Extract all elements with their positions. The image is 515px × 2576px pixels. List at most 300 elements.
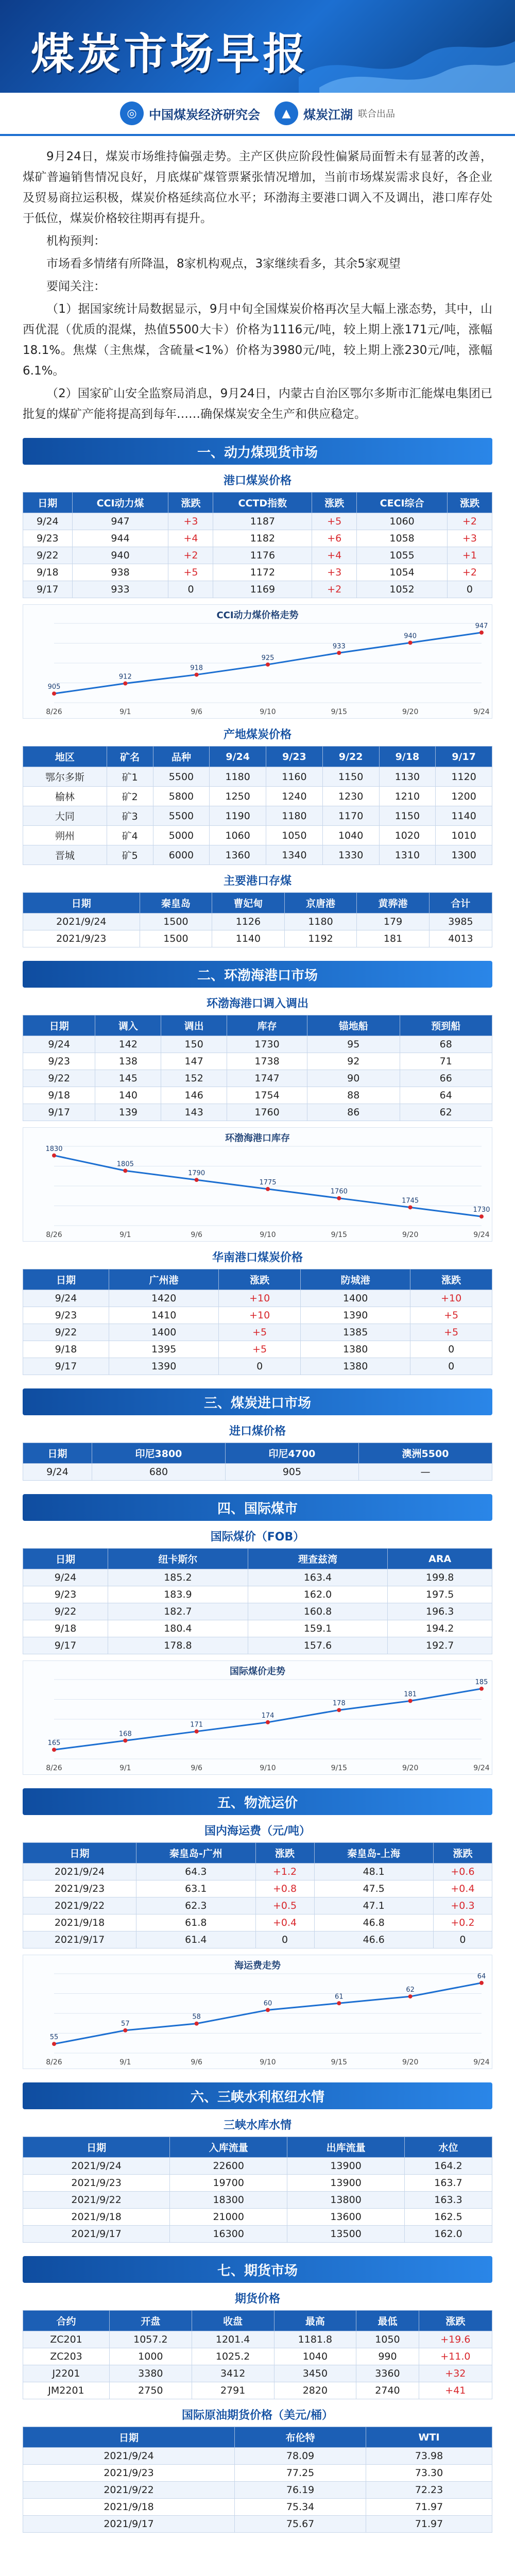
table-header: 秦皇岛-广州: [136, 1843, 255, 1863]
table-cell: +1.2: [255, 1863, 314, 1880]
table-cell: 1410: [109, 1307, 218, 1324]
table-cell: 1040: [322, 826, 379, 845]
table-cell: 680: [92, 1464, 225, 1481]
x-tick-label: 9/1: [119, 1764, 131, 1772]
table-header: 调入: [95, 1015, 161, 1036]
x-tick-label: 9/10: [260, 1764, 276, 1772]
table-cell: 3985: [429, 913, 492, 930]
data-point: [123, 1738, 127, 1742]
table-cell: 1180: [266, 806, 323, 826]
table-cell: +5: [410, 1307, 492, 1324]
table-cell: 2021/9/17: [23, 2226, 170, 2243]
table-cell: 71: [400, 1053, 492, 1070]
section-sanxia: [23, 2082, 492, 2243]
table-cell: 938: [72, 564, 168, 581]
plant-stock-table: [23, 892, 492, 947]
table-cell: 9/23: [23, 1586, 108, 1603]
table-cell: 71.97: [366, 2499, 492, 2516]
futures-table: [23, 2310, 492, 2399]
chart-svg: [23, 1661, 492, 1774]
chart-svg: [23, 1128, 492, 1241]
table-cell: 5500: [153, 767, 210, 787]
table-cell: 9/22: [23, 1603, 108, 1620]
table-cell: 164.2: [405, 2158, 492, 2175]
intro-paragraph: 市场看多情绪有所降温，8家机构观点，3家继续看多，其余5家观望: [46, 257, 401, 270]
table-title: 三峡水库水情: [223, 2119, 291, 2132]
table-cell: +4: [312, 547, 357, 564]
data-label: 947: [475, 622, 488, 630]
section-freight: [23, 1788, 492, 2069]
table-cell: 1126: [212, 913, 285, 930]
x-tick-label: 9/24: [473, 1231, 490, 1239]
table-cell: 3412: [192, 2365, 274, 2382]
table-cell: 5000: [153, 826, 210, 845]
table-cell: 1250: [210, 787, 266, 806]
table-cell: 0: [255, 1931, 314, 1948]
table-cell: 140: [95, 1087, 161, 1104]
table-cell: 2021/9/23: [23, 2465, 235, 2482]
table-cell: 160.8: [248, 1603, 388, 1620]
table-header: 合计: [429, 893, 492, 913]
table-cell: 142: [95, 1036, 161, 1053]
table-cell: +5: [219, 1324, 301, 1341]
data-point: [337, 2001, 341, 2005]
table-row: [23, 1569, 492, 1586]
data-label: 57: [121, 2020, 130, 2028]
table-cell: 163.3: [405, 2192, 492, 2209]
table-header: 品种: [153, 747, 210, 767]
data-point: [266, 663, 270, 667]
table-cell: 162.0: [405, 2226, 492, 2243]
table-cell: 21000: [170, 2209, 287, 2226]
section-import: [23, 1388, 492, 1481]
x-tick-label: 9/20: [402, 2058, 419, 2066]
table-cell: 64: [400, 1087, 492, 1104]
table-cell: 晋城: [23, 845, 107, 865]
table-cell: 1180: [284, 913, 357, 930]
x-tick-label: 8/26: [46, 708, 62, 716]
table-row: [23, 913, 492, 930]
table-cell: 1380: [300, 1341, 410, 1358]
sanxia-table: [23, 2137, 492, 2243]
table-cell: 163.4: [248, 1569, 388, 1586]
x-tick-label: 8/26: [46, 1231, 62, 1239]
table-cell: 1360: [210, 845, 266, 865]
table-row: [23, 1931, 492, 1948]
data-point: [479, 1981, 484, 1985]
table-header: 曹妃甸: [212, 893, 285, 913]
table-cell: 矿4: [107, 826, 153, 845]
table-row: [23, 1620, 492, 1637]
org-ccera: [120, 101, 260, 125]
table-cell: 139: [95, 1104, 161, 1121]
table-header: 日期: [23, 2137, 170, 2158]
table-cell: 1169: [213, 581, 312, 598]
table-cell: 2021/9/24: [23, 2448, 235, 2465]
table-row: [23, 1070, 492, 1087]
table-cell: 1176: [213, 547, 312, 564]
chart-svg: [23, 605, 492, 718]
table-cell: +2: [312, 581, 357, 598]
x-tick-label: 9/24: [473, 1764, 490, 1772]
table-cell: 940: [72, 547, 168, 564]
org-sub: 联合出品: [358, 109, 395, 120]
table-cell: 76.19: [235, 2482, 366, 2499]
table-cell: 1400: [300, 1290, 410, 1307]
port-price-table: [23, 492, 492, 598]
data-label: 178: [332, 1700, 346, 1708]
table-cell: 1192: [284, 930, 357, 947]
table-header: 广州港: [109, 1269, 218, 1290]
table-cell: +5: [410, 1324, 492, 1341]
table-cell: 1025.2: [192, 2348, 274, 2365]
data-point: [479, 1214, 484, 1218]
table-cell: 1230: [322, 787, 379, 806]
table-cell: +10: [219, 1307, 301, 1324]
table-header: 预到船: [400, 1015, 492, 1036]
table-cell: 6000: [153, 845, 210, 865]
table-cell: 22600: [170, 2158, 287, 2175]
table-header: 开盘: [109, 2311, 192, 2331]
table-cell: 1060: [357, 513, 448, 530]
table-cell: 2021/9/18: [23, 1914, 136, 1931]
ccera-logo-icon: ◎: [120, 101, 144, 125]
data-point: [195, 1178, 199, 1182]
x-tick-label: 9/10: [260, 1231, 276, 1239]
table-header: 日期: [23, 1015, 95, 1036]
table-header: 9/24: [210, 747, 266, 767]
freight-table: [23, 1842, 492, 1948]
table-title: 主要港口存煤: [223, 875, 291, 888]
data-point: [123, 681, 127, 685]
origin-price-table: [23, 746, 492, 865]
table-row: [23, 1914, 492, 1931]
data-point: [337, 1196, 341, 1200]
table-cell: 2021/9/24: [23, 913, 140, 930]
table-cell: +2: [447, 513, 492, 530]
data-point: [266, 1720, 270, 1724]
table-header: 理查兹湾: [248, 1549, 388, 1569]
table-header: CCTD指数: [213, 493, 312, 513]
table-header: 防城港: [300, 1269, 410, 1290]
data-label: 940: [404, 632, 417, 640]
table-cell: 1040: [274, 2348, 356, 2365]
data-label: 912: [118, 673, 132, 681]
table-cell: 66: [400, 1070, 492, 1087]
table-cell: +0.2: [433, 1914, 492, 1931]
table-cell: +10: [219, 1290, 301, 1307]
table-cell: 2820: [274, 2382, 356, 2399]
data-label: 165: [47, 1739, 61, 1748]
table-cell: 0: [410, 1358, 492, 1375]
table-cell: 1390: [300, 1307, 410, 1324]
table-cell: 9/18: [23, 1341, 109, 1358]
table-cell: 13800: [287, 2192, 405, 2209]
table-row: [23, 564, 492, 581]
table-cell: 4013: [429, 930, 492, 947]
table-cell: 61.8: [136, 1914, 255, 1931]
data-point: [337, 1708, 341, 1712]
table-cell: 1300: [436, 845, 492, 865]
x-tick-label: 9/1: [119, 708, 131, 716]
table-header: 出库流量: [287, 2137, 405, 2158]
table-cell: 62: [400, 1104, 492, 1121]
table-cell: 75.34: [235, 2499, 366, 2516]
table-row: [23, 845, 492, 865]
data-label: 933: [332, 642, 346, 651]
table-header: CCI动力煤: [72, 493, 168, 513]
table-cell: 47.5: [314, 1880, 433, 1897]
table-header: 日期: [23, 493, 73, 513]
table-cell: 178.8: [108, 1637, 248, 1654]
data-label: 55: [49, 2033, 59, 2042]
table-header: 涨跌: [255, 1843, 314, 1863]
table-cell: 86: [307, 1104, 400, 1121]
table-cell: 163.7: [405, 2175, 492, 2192]
table-cell: 1170: [322, 806, 379, 826]
table-row: [23, 2448, 492, 2465]
table-cell: 1150: [379, 806, 436, 826]
table-cell: 1390: [109, 1358, 218, 1375]
table-cell: 2021/9/22: [23, 1897, 136, 1914]
table-header: 最高: [274, 2311, 356, 2331]
table-header: 涨跌: [433, 1843, 492, 1863]
table-cell: 1050: [356, 2331, 419, 2348]
table-cell: 1050: [266, 826, 323, 845]
table-header: 印尼4700: [225, 1443, 358, 1464]
table-cell: 1754: [227, 1087, 307, 1104]
table-cell: 179: [357, 913, 430, 930]
table-cell: +1: [447, 547, 492, 564]
table-header: 合约: [23, 2311, 110, 2331]
x-tick-label: 9/6: [191, 2058, 202, 2066]
table-row: [23, 581, 492, 598]
table-header: 9/17: [436, 747, 492, 767]
table-header: 秦皇岛-上海: [314, 1843, 433, 1863]
table-cell: 2021/9/24: [23, 1863, 136, 1880]
data-point: [195, 1730, 199, 1734]
table-cell: +0.5: [255, 1897, 314, 1914]
table-row: [23, 1637, 492, 1654]
org-bar: [0, 93, 515, 136]
table-header: 涨跌: [447, 493, 492, 513]
table-cell: 9/22: [23, 1324, 109, 1341]
section-heading: 五、物流运价: [23, 1788, 492, 1815]
table-cell: 1120: [436, 767, 492, 787]
table-header: 澳洲5500: [358, 1443, 492, 1464]
table-header: 日期: [23, 1843, 136, 1863]
data-label: 918: [190, 664, 203, 672]
table-row: [23, 2158, 492, 2175]
table-cell: +3: [168, 513, 213, 530]
table-cell: 1058: [357, 530, 448, 547]
table-header: 水位: [405, 2137, 492, 2158]
table-cell: 1150: [322, 767, 379, 787]
table-header: 9/18: [379, 747, 436, 767]
data-point: [408, 641, 413, 645]
table-cell: +0.3: [433, 1897, 492, 1914]
table-cell: 9/24: [23, 1290, 109, 1307]
table-cell: 2021/9/18: [23, 2209, 170, 2226]
table-cell: 1210: [379, 787, 436, 806]
table-cell: +0.6: [433, 1863, 492, 1880]
x-tick-label: 9/15: [331, 708, 348, 716]
table-header: 日期: [23, 1443, 92, 1464]
table-cell: 1060: [210, 826, 266, 845]
table-row: [23, 1603, 492, 1620]
table-title: 港口煤炭价格: [223, 474, 291, 487]
table-cell: 1187: [213, 513, 312, 530]
table-cell: 88: [307, 1087, 400, 1104]
table-cell: 1140: [436, 806, 492, 826]
intro-paragraph: 9月24日，煤炭市场维持偏强走势。主产区供应阶段性偏紧局面暂未有显著的改善，煤矿普遍销售情况良好，月底煤矿煤管票紧张情况增加，当前市场煤炭需求良好，各企业及贸易商拉运积极，煤炭价格延续高位水平；环渤海主要港口调入不及调出，港口库存处于低位，煤炭价格较往期再有提升。: [23, 150, 492, 225]
table-row: [23, 1087, 492, 1104]
data-label: 1805: [116, 1160, 134, 1168]
table-cell: 9/18: [23, 1620, 108, 1637]
table-cell: 152: [161, 1070, 227, 1087]
table-cell: 9/23: [23, 1307, 109, 1324]
data-point: [195, 673, 199, 677]
x-tick-label: 9/1: [119, 2058, 131, 2066]
x-tick-label: 9/6: [191, 708, 202, 716]
report-title: 煤炭市场早报: [31, 28, 310, 79]
table-row: [23, 2226, 492, 2243]
table-cell: 947: [72, 513, 168, 530]
table-cell: 2021/9/23: [23, 1880, 136, 1897]
data-label: 1730: [473, 1206, 490, 1214]
table-row: [23, 1290, 492, 1307]
table-row: [23, 2465, 492, 2482]
data-point: [408, 1699, 413, 1703]
table-title: 进口煤价格: [229, 1425, 286, 1438]
x-tick-label: 9/15: [331, 1231, 348, 1239]
table-cell: 2021/9/17: [23, 1931, 136, 1948]
table-header: 涨跌: [168, 493, 213, 513]
intro-paragraph: 机构预判：: [46, 234, 106, 248]
table-cell: 2021/9/22: [23, 2482, 235, 2499]
table-cell: 0: [447, 581, 492, 598]
table-cell: 68: [400, 1036, 492, 1053]
table-cell: 162.0: [248, 1586, 388, 1603]
table-row: [23, 2516, 492, 2533]
table-cell: +32: [419, 2365, 492, 2382]
table-header: WTI: [366, 2427, 492, 2448]
table-cell: 9/17: [23, 1637, 108, 1654]
table-cell: ZC203: [23, 2348, 110, 2365]
intl-table: [23, 1548, 492, 1654]
table-cell: +19.6: [419, 2331, 492, 2348]
table-cell: 2750: [109, 2382, 192, 2399]
table-row: [23, 2482, 492, 2499]
table-cell: 13900: [287, 2175, 405, 2192]
table-cell: 71.97: [366, 2516, 492, 2533]
table-title: 产地煤炭价格: [223, 728, 291, 741]
x-tick-label: 9/6: [191, 1231, 202, 1239]
table-header: 矿名: [107, 747, 153, 767]
x-tick-label: 8/26: [46, 2058, 62, 2066]
table-cell: 194.2: [388, 1620, 492, 1637]
table-cell: 1400: [109, 1324, 218, 1341]
news-paragraph: （1）据国家统计局数据显示，9月中旬全国煤炭价格再次呈大幅上涨态势，其中，山西优混（优质的混煤，热值5500大卡）价格为1116元/吨，较上期上涨171元/吨，涨幅18.1%。焦煤（主焦煤，含硫量<1%）价格为3980元/吨，较上期上涨230元/吨，涨幅6.1%。: [23, 302, 492, 378]
chart-bohai: [23, 1127, 492, 1242]
intl-futures-table: [23, 2427, 492, 2533]
table-header: 日期: [23, 893, 140, 913]
table-header: 收盘: [192, 2311, 274, 2331]
data-point: [266, 1187, 270, 1191]
table-cell: 72.23: [366, 2482, 492, 2499]
table-header: 库存: [227, 1015, 307, 1036]
table-cell: 1395: [109, 1341, 218, 1358]
table-cell: 1190: [210, 806, 266, 826]
table-cell: 1054: [357, 564, 448, 581]
table-cell: 0: [168, 581, 213, 598]
table-cell: 75.67: [235, 2516, 366, 2533]
wave-decoration-icon: [299, 0, 515, 93]
table-cell: +3: [447, 530, 492, 547]
data-point: [123, 2028, 127, 2032]
table-cell: 1385: [300, 1324, 410, 1341]
table-row: [23, 2192, 492, 2209]
org-mtjh-name: 煤炭江湖: [303, 107, 353, 122]
table-cell: 1010: [436, 826, 492, 845]
table-cell: 1057.2: [109, 2331, 192, 2348]
chart-title: CCI动力煤价格走势: [216, 610, 299, 621]
table-cell: 63.1: [136, 1880, 255, 1897]
table-cell: 182.7: [108, 1603, 248, 1620]
table-cell: 181: [357, 930, 430, 947]
table-cell: 9/18: [23, 1087, 95, 1104]
x-tick-label: 9/24: [473, 2058, 490, 2066]
table-cell: 19700: [170, 2175, 287, 2192]
table-cell: 1747: [227, 1070, 307, 1087]
table-cell: 77.25: [235, 2465, 366, 2482]
table-row: [23, 1341, 492, 1358]
table-header: 印尼3800: [92, 1443, 225, 1464]
data-label: 174: [261, 1711, 274, 1720]
table-cell: 73.98: [366, 2448, 492, 2465]
table-cell: 矿2: [107, 787, 153, 806]
table-header: 秦皇岛: [140, 893, 212, 913]
x-tick-label: 9/6: [191, 1764, 202, 1772]
table-cell: +3: [312, 564, 357, 581]
table-header: 入库流量: [170, 2137, 287, 2158]
table-cell: 138: [95, 1053, 161, 1070]
section-heading: 六、三峡水利枢纽水情: [23, 2082, 492, 2109]
org-ccera-name: 中国煤炭经济研究会: [149, 107, 260, 122]
table-cell: +2: [447, 564, 492, 581]
data-label: 64: [477, 1972, 486, 1980]
table-cell: 矿1: [107, 767, 153, 787]
table-cell: 1180: [210, 767, 266, 787]
table-cell: 5800: [153, 787, 210, 806]
intro-text: [0, 136, 515, 425]
hero-banner: [0, 0, 515, 93]
data-point: [408, 1205, 413, 1209]
table-cell: +2: [168, 547, 213, 564]
table-cell: 157.6: [248, 1637, 388, 1654]
table-cell: 9/22: [23, 1070, 95, 1087]
table-cell: +41: [419, 2382, 492, 2399]
table-row: [23, 2348, 492, 2365]
table-cell: 145: [95, 1070, 161, 1087]
table-title: 华南港口煤炭价格: [212, 1251, 303, 1264]
table-cell: 61.4: [136, 1931, 255, 1948]
table-cell: +5: [168, 564, 213, 581]
table-cell: 1500: [140, 913, 212, 930]
table-cell: 197.5: [388, 1586, 492, 1603]
table-cell: 2021/9/22: [23, 2192, 170, 2209]
data-point: [52, 691, 56, 696]
